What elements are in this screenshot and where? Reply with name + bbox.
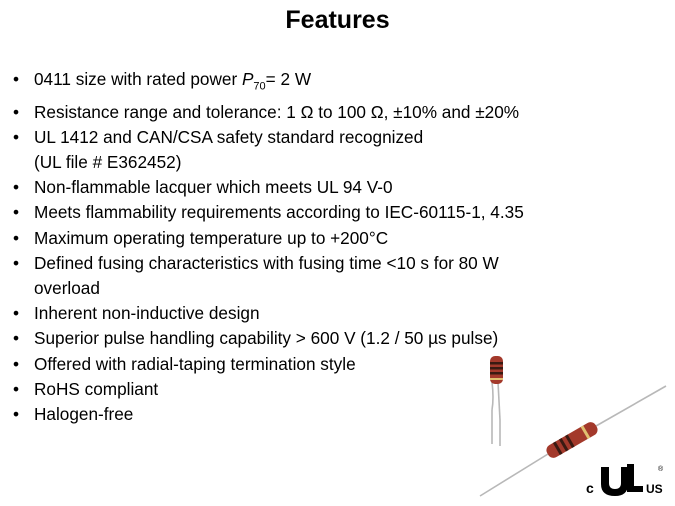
bullet-text: Maximum operating temperature up to +200°C bbox=[34, 227, 389, 248]
page-title: Features bbox=[285, 6, 390, 34]
svg-text:®: ® bbox=[658, 466, 664, 473]
list-item bbox=[12, 226, 662, 251]
bullet-dot: • bbox=[13, 126, 20, 147]
list-item bbox=[12, 100, 662, 125]
list-item bbox=[12, 200, 662, 225]
list-item bbox=[12, 175, 662, 200]
bullet-text: UL 1412 and CAN/CSA safety standard recognized bbox=[34, 126, 424, 147]
bullet-dot: • bbox=[13, 202, 20, 223]
list-item bbox=[12, 326, 662, 351]
bullet-dot: • bbox=[13, 177, 20, 198]
bullet-text: Meets flammability requirements according to IEC-60115-1, 4.35 bbox=[34, 202, 524, 223]
svg-text:c: c bbox=[586, 480, 594, 496]
list-item bbox=[12, 301, 662, 326]
bullet-text: Halogen-free bbox=[34, 404, 134, 425]
bullet-dot: • bbox=[13, 328, 20, 349]
bullet-text: Defined fusing characteristics with fusing time <10 s for 80 W bbox=[34, 252, 499, 273]
bullet-text: Non-flammable lacquer which meets UL 94 V-0 bbox=[34, 177, 393, 198]
bullet-text: Inherent non-inductive design bbox=[34, 303, 260, 324]
bullet-dot: • bbox=[13, 353, 20, 374]
bullet-dot: • bbox=[13, 378, 20, 399]
bullet-dot: • bbox=[13, 101, 20, 122]
bullet-dot: • bbox=[13, 227, 20, 248]
bullet-dot: • bbox=[13, 252, 20, 273]
bullet-text: Offered with radial-taping termination style bbox=[34, 353, 356, 374]
bullet-text: RoHS compliant bbox=[34, 378, 159, 399]
bullet-dot: • bbox=[13, 404, 20, 425]
bullet-dot: • bbox=[13, 303, 20, 324]
power-subscript: 70 bbox=[253, 80, 266, 93]
svg-text:US: US bbox=[646, 482, 663, 496]
radial-resistor bbox=[490, 356, 503, 446]
bullet-text: 0411 size with rated power bbox=[34, 69, 242, 89]
bullet-text: Superior pulse handling capability > 600 V (1.2 / 50 µs pulse) bbox=[34, 328, 499, 349]
bullet-dot: • bbox=[13, 69, 20, 89]
bullet-text: = 2 W bbox=[265, 69, 312, 89]
bullet-text: Resistance range and tolerance: 1 Ω to 100 Ω, ±10% and ±20% bbox=[34, 101, 520, 122]
bullet-continuation: (UL file # E362452) bbox=[34, 152, 182, 173]
bullet-continuation: overload bbox=[34, 278, 100, 299]
list-item bbox=[12, 251, 662, 301]
list-item bbox=[12, 67, 662, 100]
ul-certification-logo bbox=[584, 463, 666, 497]
power-symbol: P bbox=[241, 69, 254, 89]
list-item bbox=[12, 125, 662, 175]
